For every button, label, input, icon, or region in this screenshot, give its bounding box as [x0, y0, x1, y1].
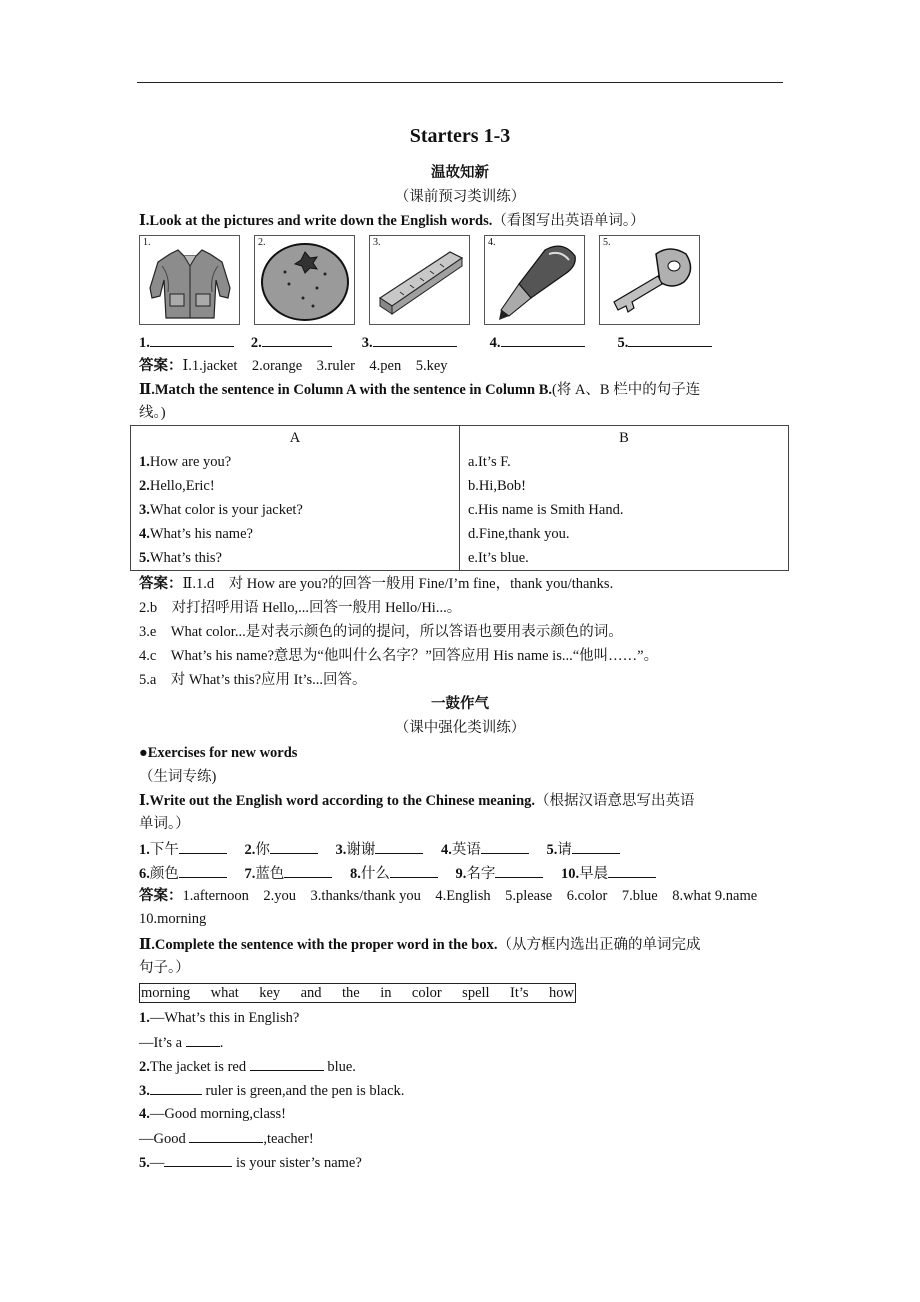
word-option: spell — [462, 984, 490, 1001]
column-b-cell: e.It’s blue. — [460, 546, 789, 571]
picture-number: 4. — [488, 237, 496, 248]
answer-label: 答案： — [139, 358, 183, 374]
question-text: —Good morning,class! — [149, 1106, 286, 1122]
column-a-cell — [131, 474, 460, 498]
chinese-word: 下午 — [149, 842, 179, 858]
question-text: ,teacher! — [263, 1131, 314, 1147]
chinese-word: 早晨 — [579, 866, 609, 882]
item-number: 4. — [441, 842, 452, 858]
picture-number: 1. — [143, 237, 151, 248]
item-number: 2. — [244, 842, 256, 858]
item-number: 7. — [244, 866, 256, 882]
section-subheading-practice: （课中强化类训练） — [394, 720, 526, 736]
answer-blank[interactable] — [572, 839, 620, 854]
exercise1-heading-en: Ⅰ.Write out the English word according to the Chinese meaning. — [139, 793, 536, 809]
blank-label: 1. — [139, 335, 150, 351]
part2-heading-en: Ⅱ.Match the sentence in Column A with the sentence in Column B. — [139, 382, 552, 398]
question-text: blue. — [323, 1059, 356, 1075]
column-a-cell — [131, 498, 460, 522]
exercise2-heading — [139, 935, 700, 955]
match-table — [130, 425, 789, 571]
blank-label: 4. — [489, 335, 501, 351]
question-text: —What’s this in English? — [149, 1010, 300, 1026]
answer-label: 答案： — [139, 888, 183, 904]
answer-blank[interactable] — [270, 839, 318, 854]
table-row — [131, 498, 789, 522]
question-number: 3. — [139, 1083, 150, 1099]
item-number: 9. — [455, 866, 467, 882]
answer-text: 1.afternoon 2.you 3.thanks/thank you 4.English 5.please 6.color 7.blue 8.what 9.name 10.morning — [139, 888, 772, 927]
row-number: 1. — [139, 454, 150, 470]
question-text: —Good — [139, 1131, 190, 1147]
sentence-a: What’s this? — [149, 550, 222, 566]
picture-number: 5. — [603, 237, 611, 248]
chinese-word: 谢谢 — [346, 842, 376, 858]
row-number: 5. — [139, 550, 150, 566]
question-text: is your sister’s name? — [232, 1155, 362, 1171]
blank-label: 5. — [617, 335, 629, 351]
question-1 — [139, 1008, 299, 1028]
picture-number: 3. — [373, 237, 381, 248]
question-number: 5. — [139, 1155, 150, 1171]
answer-blank[interactable] — [250, 1056, 324, 1071]
answer-blank[interactable] — [262, 332, 332, 347]
exercise1-heading-cont: 单词。） — [139, 816, 190, 832]
chinese-word: 蓝色 — [255, 866, 285, 882]
exercise2-heading-cn: （从方框内选出正确的单词完成 — [497, 937, 701, 953]
column-b-cell: c.His name is Smith Hand. — [460, 498, 789, 522]
exercise1-answer — [139, 885, 781, 931]
vocab-row-1 — [139, 839, 620, 860]
answer-blank[interactable] — [150, 1080, 202, 1095]
exercise2-heading-cont: 句子。） — [139, 960, 190, 976]
blank-label: 2. — [250, 335, 262, 351]
answer-blank[interactable] — [608, 863, 656, 878]
part1-heading-cn: （看图写出英语单词。） — [492, 213, 645, 229]
word-option: in — [380, 984, 392, 1001]
chinese-word: 名字 — [466, 866, 496, 882]
part2-answer-1 — [139, 574, 613, 594]
question-3 — [139, 1080, 404, 1101]
item-number: 5. — [546, 842, 558, 858]
answer-blank[interactable] — [189, 1128, 263, 1143]
part2-answer-3: 3.e What color...是对表示颜色的词的提问，所以答语也要用表示颜色的词。 — [139, 624, 623, 640]
part2-heading-cont: 线。) — [139, 405, 166, 421]
part2-answer-4: 4.c What’s his name?意思为“他叫什么名字？”回答应用 His name is...“他叫……”。 — [139, 648, 659, 664]
exercise1-heading — [139, 791, 695, 811]
word-option: It’s — [510, 984, 529, 1001]
answer-text: Ⅱ.1.d 对 How are you?的回答一般用 Fine/I’m fine，thank you/thanks. — [182, 576, 614, 592]
column-a-cell — [131, 546, 460, 571]
item-number: 1. — [139, 842, 150, 858]
answer-text: Ⅰ.1.jacket 2.orange 3.ruler 4.pen 5.key — [182, 358, 448, 374]
column-a-cell — [131, 450, 460, 474]
answer-blank[interactable] — [501, 332, 585, 347]
answer-blank[interactable] — [284, 863, 332, 878]
chinese-word: 颜色 — [149, 866, 179, 882]
part1-heading — [139, 211, 645, 231]
chinese-word: 请 — [557, 842, 572, 858]
picture-3 — [369, 235, 470, 325]
word-option: color — [411, 984, 442, 1001]
answer-blank[interactable] — [179, 863, 227, 878]
answer-blank[interactable] — [375, 839, 423, 854]
question-text: — — [149, 1155, 165, 1171]
word-option: key — [259, 984, 281, 1001]
table-row — [131, 474, 789, 498]
question-text: —It’s a — [139, 1035, 186, 1051]
word-box — [139, 983, 576, 1003]
sentence-a: What color is your jacket? — [149, 502, 303, 518]
answer-blank[interactable] — [186, 1032, 220, 1047]
word-option: how — [549, 984, 574, 1001]
picture-5 — [599, 235, 700, 325]
answer-label: 答案： — [139, 576, 183, 592]
question-4-reply — [139, 1128, 314, 1149]
header-rule — [137, 82, 783, 83]
question-text: . — [219, 1035, 224, 1051]
orange-icon — [255, 236, 354, 324]
word-option: what — [210, 984, 239, 1001]
item-number: 6. — [139, 866, 150, 882]
word-option: the — [342, 984, 360, 1001]
question-2 — [139, 1056, 356, 1077]
column-a-cell — [131, 522, 460, 546]
question-text: The jacket is red — [149, 1059, 250, 1075]
sentence-a: What’s his name? — [149, 526, 253, 542]
sentence-a: How are you? — [149, 454, 232, 470]
word-option: and — [300, 984, 322, 1001]
exercises-heading: ●Exercises for new words — [139, 745, 298, 761]
table-row — [131, 546, 789, 571]
picture-2 — [254, 235, 355, 325]
question-number: 4. — [139, 1106, 150, 1122]
part1-answer-blanks — [139, 332, 712, 353]
question-1-reply — [139, 1032, 223, 1053]
chinese-word: 英语 — [451, 842, 481, 858]
page-title: Starters 1-3 — [409, 125, 511, 147]
row-number: 2. — [139, 478, 150, 494]
column-a-header: A — [131, 426, 460, 451]
answer-blank[interactable] — [164, 1152, 232, 1167]
column-b-header: B — [460, 426, 789, 451]
chinese-word: 什么 — [360, 866, 390, 882]
picture-number: 2. — [258, 237, 266, 248]
section-heading-practice: 一鼓作气 — [431, 696, 489, 712]
item-number: 10. — [561, 866, 580, 882]
exercise2-heading-en: Ⅱ.Complete the sentence with the proper word in the box. — [139, 937, 498, 953]
question-number: 2. — [139, 1059, 150, 1075]
section-subheading-review: （课前预习类训练） — [394, 189, 526, 205]
jacket-icon — [140, 236, 239, 324]
part2-heading — [139, 380, 700, 400]
column-b-cell: a.It’s F. — [460, 450, 789, 474]
pen-icon — [485, 236, 584, 324]
column-b-cell: d.Fine,thank you. — [460, 522, 789, 546]
word-option: morning — [141, 984, 191, 1001]
answer-blank[interactable] — [373, 332, 457, 347]
column-b-cell: b.Hi,Bob! — [460, 474, 789, 498]
sentence-a: Hello,Eric! — [149, 478, 215, 494]
part1-heading-en: Ⅰ.Look at the pictures and write down the English words. — [139, 213, 493, 229]
exercise1-heading-cn: （根据汉语意思写出英语 — [535, 793, 695, 809]
part2-answer-2: 2.b 对打招呼用语 Hello,...回答一般用 Hello/Hi...。 — [139, 600, 462, 616]
exercises-subheading: （生词专练) — [139, 769, 217, 785]
answer-blank[interactable] — [495, 863, 543, 878]
part1-answer — [139, 356, 448, 376]
row-number: 4. — [139, 526, 150, 542]
key-icon — [600, 236, 699, 324]
vocab-row-2 — [139, 863, 656, 884]
part2-answer-5: 5.a 对 What’s this?应用 It’s...回答。 — [139, 672, 367, 688]
question-4 — [139, 1104, 286, 1124]
answer-blank[interactable] — [390, 863, 438, 878]
item-number: 3. — [335, 842, 347, 858]
answer-blank[interactable] — [150, 332, 234, 347]
blank-label: 3. — [361, 335, 373, 351]
chinese-word: 你 — [255, 842, 270, 858]
part2-heading-cn: (将 A、B 栏中的句子连 — [552, 382, 701, 398]
question-number: 1. — [139, 1010, 150, 1026]
ruler-icon — [370, 236, 469, 324]
question-5 — [139, 1152, 362, 1173]
picture-row — [139, 235, 719, 327]
table-row — [131, 450, 789, 474]
table-row — [131, 522, 789, 546]
section-heading-review: 温故知新 — [431, 165, 489, 181]
row-number: 3. — [139, 502, 150, 518]
item-number: 8. — [350, 866, 361, 882]
picture-4 — [484, 235, 585, 325]
picture-1 — [139, 235, 240, 325]
question-text: ruler is green,and the pen is black. — [201, 1083, 405, 1099]
answer-blank[interactable] — [481, 839, 529, 854]
table-header-row — [131, 426, 789, 451]
answer-blank[interactable] — [628, 332, 712, 347]
answer-blank[interactable] — [179, 839, 227, 854]
